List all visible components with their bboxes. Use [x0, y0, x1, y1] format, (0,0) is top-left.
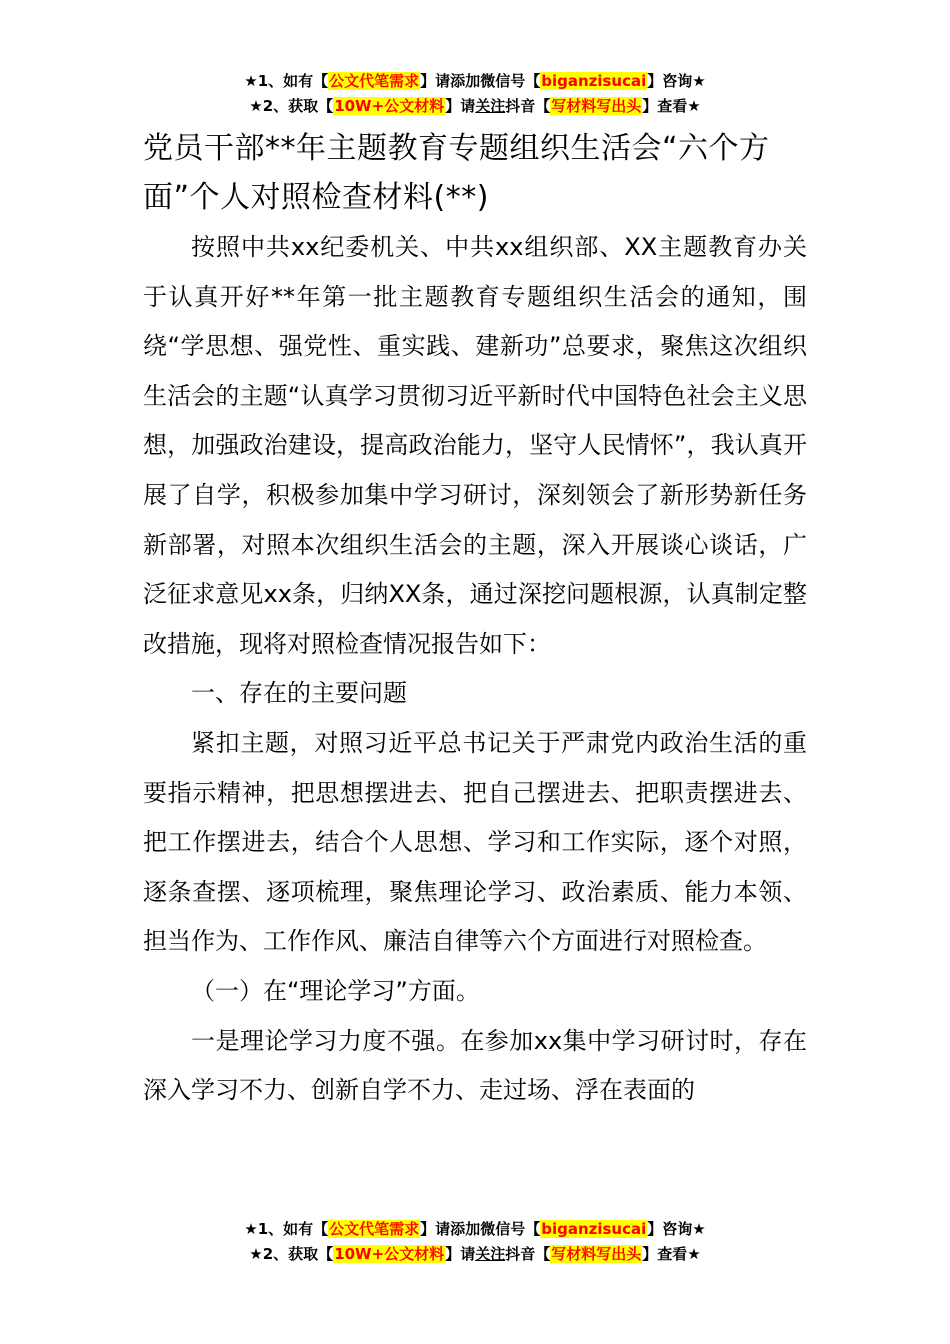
- paragraph: 一是理论学习力度不强。在参加xx集中学习研讨时，存在深入学习不力、创新自学不力、走过场、浮在表面的: [143, 1026, 807, 1105]
- subsection-heading: （一）在“理论学习”方面。: [191, 976, 480, 1005]
- banner-wechat-id: biganzisucai: [541, 72, 647, 90]
- banner-douyin-id: 写材料写出头: [551, 97, 642, 115]
- banner-highlight: 公文代笔需求: [329, 1220, 420, 1238]
- banner-line-2: ★2、获取【10W+公文材料】请关注抖音【写材料写出头】查看★: [249, 1245, 701, 1263]
- banner-highlight: 10W+公文材料: [334, 97, 445, 115]
- banner-line-1: ★1、如有【公文代笔需求】请添加微信号【biganzisucai】咨询★: [244, 72, 706, 90]
- paragraph: 紧扣主题，对照习近平总书记关于严肃党内政治生活的重要指示精神，把思想摆进去、把自己摆进去、把职责摆进去、把工作摆进去，结合个人思想、学习和工作实际，逐个对照，逐条查摆、逐项梳理，聚焦理论学习、政治素质、能力本领、担当作为、工作作风、廉洁自律等六个方面进行对照检查。: [143, 728, 807, 956]
- banner-wechat-id: biganzisucai: [541, 1220, 647, 1238]
- banner-highlight: 公文代笔需求: [329, 72, 420, 90]
- banner-highlight: 10W+公文材料: [334, 1245, 445, 1263]
- banner-douyin-id: 写材料写出头: [551, 1245, 642, 1263]
- document-title: 党员干部**年主题教育专题组织生活会“六个方面”个人对照检查材料(**): [143, 131, 770, 215]
- section-heading: 一、存在的主要问题: [191, 679, 407, 708]
- footer-banner: [0, 1217, 950, 1267]
- document-body: [143, 223, 807, 1116]
- paragraph: 按照中共xx纪委机关、中共xx组织部、XX主题教育办关于认真开好**年第一批主题教育专题组织生活会的通知，围绕“学思想、强党性、重实践、建新功”总要求，聚焦这次组织生活会的主题“认真学习贯彻习近平新时代中国特色社会主义思想，加强政治建设，提高政治能力，坚守人民情怀”，我认真开展了自学，积极参加集中学习研讨，深刻领会了新形势新任务新部署，对照本次组织生活会的主题，深入开展谈心谈话，广泛征求意见xx条，归纳XX条，通过深挖问题根源，认真制定整改措施，现将对照检查情况报告如下：: [143, 233, 807, 658]
- header-banner: [0, 69, 950, 119]
- banner-line-2: ★2、获取【10W+公文材料】请关注抖音【写材料写出头】查看★: [249, 97, 701, 115]
- banner-line-1: ★1、如有【公文代笔需求】请添加微信号【biganzisucai】咨询★: [244, 1220, 706, 1238]
